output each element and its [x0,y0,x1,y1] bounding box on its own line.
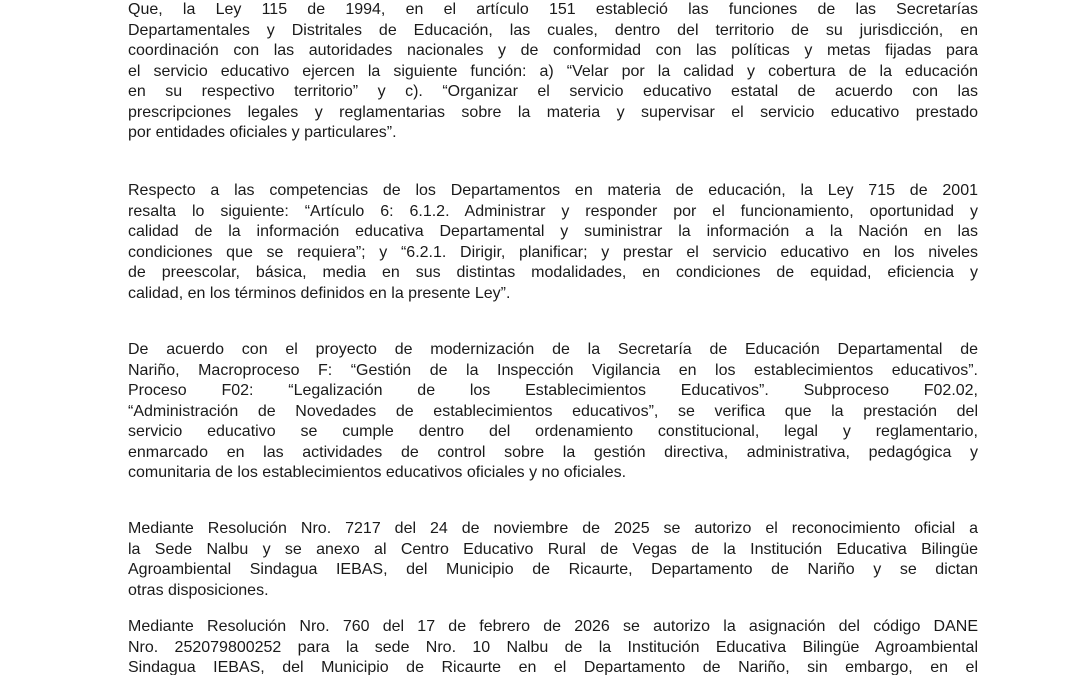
text-line: comunitaria de los establecimientos educativos oficiales y no oficiales. [128,464,627,481]
text-line: en su respectivo territorio” y c). “Organizar el servicio educativo estatal de acuerdo con las [128,83,978,100]
text-line: De acuerdo con el proyecto de modernización de la Secretaría de Educación Departamental de [128,341,978,358]
paragraph-resolucion-760 [128,617,978,675]
text-line: “Administración de Novedades de establecimientos educativos”, se verifica que la prestación del [128,402,978,420]
text-line: el servicio educativo ejercen la siguiente función: a) “Velar por la calidad y cobertura de la educación [128,62,978,80]
text-line: condiciones que se requiera”; y “6.2.1. Dirigir, planificar; y prestar el servicio educativo en los niveles [128,243,978,261]
text-line: Respecto a las competencias de los Departamentos en materia de educación, la Ley 715 de 2001 [128,182,978,199]
text-line: Nariño, Macroproceso F: “Gestión de la Inspección Vigilancia en los establecimientos educativos”. [128,361,978,379]
paragraph-resolucion-7217 [128,519,978,601]
text-line: de preescolar, básica, media en sus distintas modalidades, en condiciones de equidad, eficiencia y [128,264,978,281]
text-line: calidad, en los términos definidos en la presente Ley”. [128,284,511,302]
paragraph-modernizacion [128,340,978,484]
text-line: Departamentales y Distritales de Educación, las cuales, dentro del territorio de su jurisdicción, en [128,21,978,39]
text-line: Sindagua IEBAS, del Municipio de Ricaurte en el Departamento de Nariño, sin embargo, en el [128,659,978,675]
text-line: Agroambiental Sindagua IEBAS, del Municipio de Ricaurte, Departamento de Nariño y se dictan [128,561,978,578]
text-line: servicio educativo se cumple dentro del ordenamiento constitucional, legal y reglamentario, [128,423,978,440]
text-line: prescripciones legales y reglamentarias sobre la materia y supervisar el servicio educativo prestado [128,103,978,121]
paragraph-ley-715 [128,181,978,304]
text-line: Mediante Resolución Nro. 760 del 17 de febrero de 2026 se autorizo la asignación del código DANE [128,618,978,635]
text-line: enmarcado en las actividades de control sobre la gestión directiva, administrativa, pedagógica y [128,443,978,461]
text-line: Nro. 252079800252 para la sede Nro. 10 Nalbu de la Institución Educativa Bilingüe Agroambiental [128,638,978,656]
text-line: Mediante Resolución Nro. 7217 del 24 de noviembre de 2025 se autorizo el reconocimiento oficial a [128,520,978,537]
text-line: coordinación con las autoridades nacionales y de conformidad con las políticas y metas fijadas para [128,42,978,59]
text-line: calidad de la información educativa Departamental y suministrar la información a la Nación en las [128,223,978,240]
text-line: por entidades oficiales y particulares”. [128,124,397,141]
text-line: resalta lo siguiente: “Artículo 6: 6.1.2. Administrar y responder por el funcionamiento, oportunidad y [128,202,978,220]
text-line: Que, la Ley 115 de 1994, en el artículo 151 estableció las funciones de las Secretarías [128,1,978,18]
text-line: Proceso F02: “Legalización de los Establecimientos Educativos”. Subproceso F02.02, [128,382,978,399]
text-line: otras disposiciones. [128,581,269,599]
paragraph-ley-115 [128,0,978,144]
text-line: la Sede Nalbu y se anexo al Centro Educativo Rural de Vegas de la Institución Educativa Bilingüe [128,540,978,558]
